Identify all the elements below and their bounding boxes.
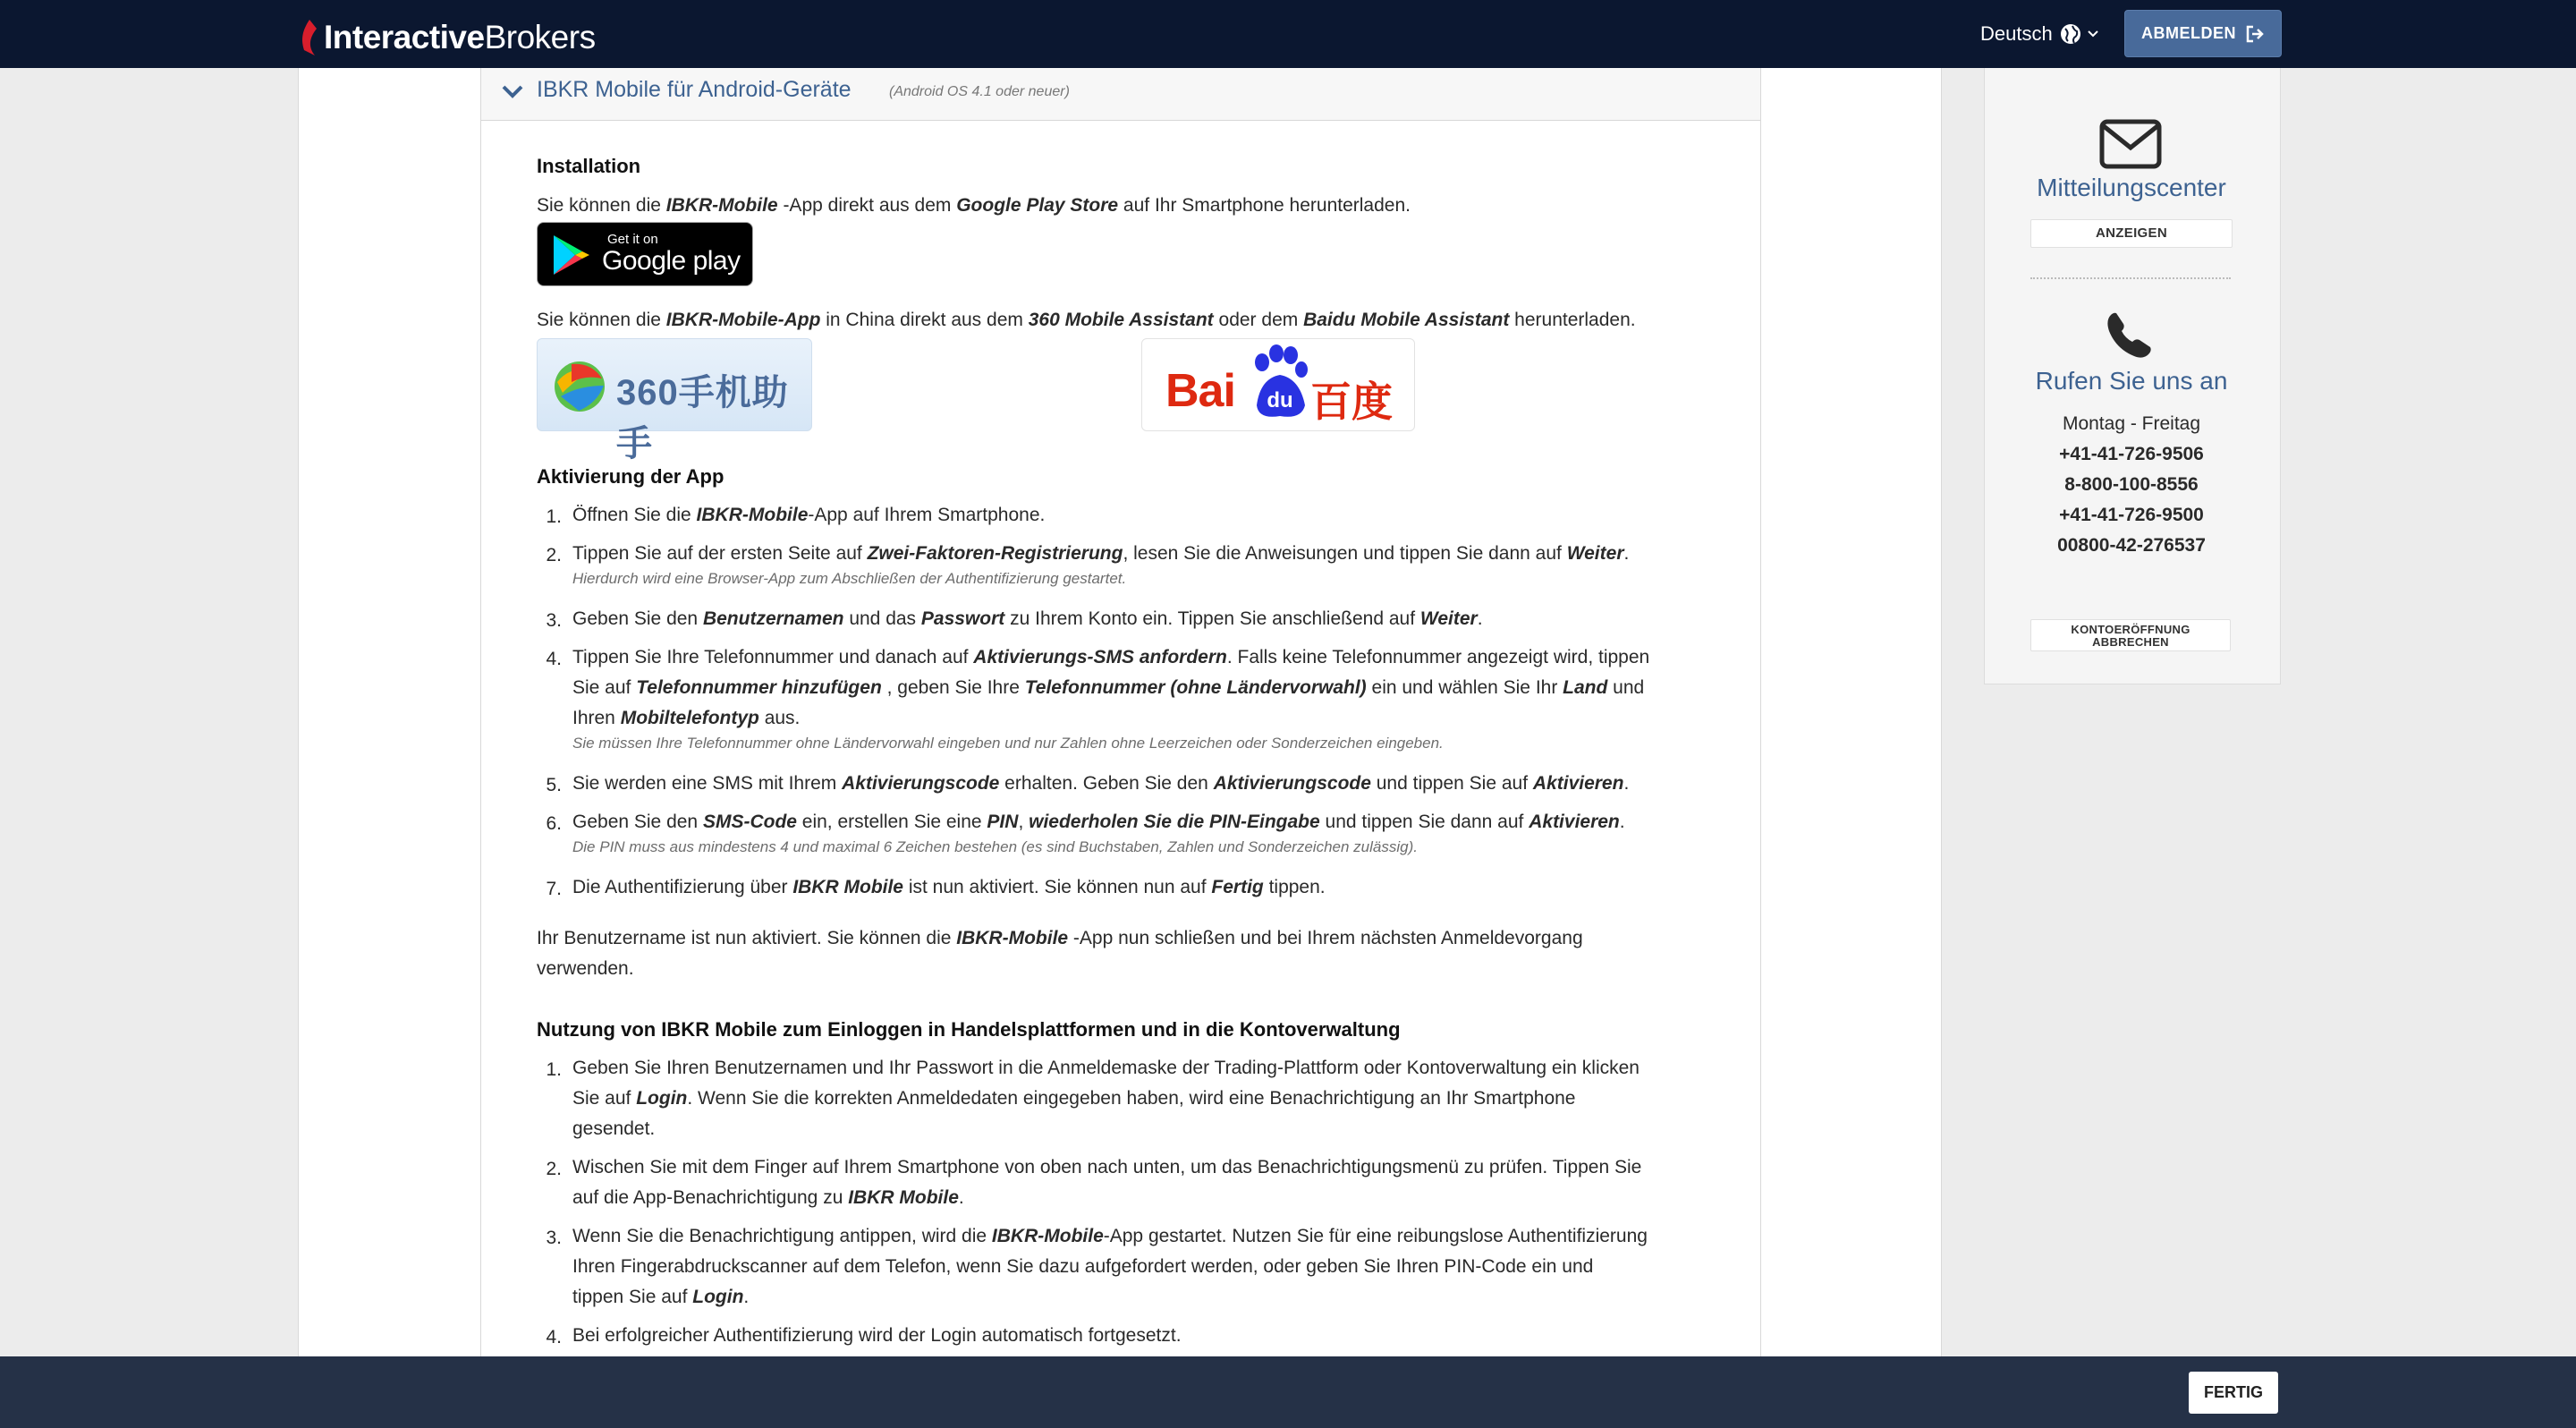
list-number: 1.: [546, 1059, 562, 1080]
list-number: 6.: [546, 813, 562, 834]
list-number: 3.: [546, 1228, 562, 1248]
list-item-line: [572, 539, 1629, 569]
language-selector[interactable]: [1980, 20, 2099, 48]
text-segment: , geben Sie Ihre: [881, 677, 1025, 698]
list-item-line: [572, 1183, 964, 1213]
text-segment: auf Ihr Smartphone herunterladen.: [1118, 195, 1411, 216]
list-item-line: [572, 872, 1326, 903]
list-item-note: Die PIN muss aus mindestens 4 und maximal 6 Zeichen bestehen (es sind Buchstaben, Zahlen und Sonderzeichen zulässig).: [572, 838, 1418, 855]
list-number: 2.: [546, 1159, 562, 1179]
emphasized-text: (ohne Ländervorwahl): [1170, 677, 1367, 698]
text-segment: ein, erstellen Sie eine: [796, 812, 987, 832]
phone-icon: [2104, 310, 2154, 360]
baidu-mobile-assistant-badge[interactable]: [1141, 338, 1415, 431]
list-number: 7.: [546, 879, 562, 899]
text-segment: Ihr Benutzername ist nun aktiviert. Sie können die: [537, 928, 957, 948]
text-segment: , lesen Sie die Anweisungen und tippen Sie dann auf: [1123, 543, 1567, 564]
sidebar-divider: [2030, 277, 2231, 279]
list-item-note: Sie müssen Ihre Telefonnummer ohne Ländervorwahl eingeben und nur Zahlen ohne Leerzeichen oder Sonderzeichen eingeben.: [572, 735, 1444, 752]
cancel-button-line1: KONTOERÖFFNUNG: [2071, 623, 2190, 636]
text-segment: aus.: [758, 708, 801, 728]
text-segment: Geben Sie Ihren Benutzernamen und Ihr Passwort in die Anmeldemaske der Trading-Plattform oder Kontoverwaltung ein klicken: [572, 1058, 1640, 1078]
list-item-line: [572, 1321, 1182, 1351]
emphasized-text: IBKR-Mobile: [991, 1226, 1104, 1246]
installation-text-google: [537, 191, 1411, 221]
google-play-badge[interactable]: [537, 222, 753, 286]
text-segment: Tippen Sie Ihre Telefonnummer und danach auf: [572, 647, 974, 667]
phone-number[interactable]: +41-41-726-9506: [2059, 444, 2204, 464]
list-item-line: [572, 1252, 1593, 1282]
text-segment: .: [1623, 773, 1630, 794]
text-segment: und tippen Sie auf: [1370, 773, 1533, 794]
baidu-paw-icon: [1248, 343, 1312, 423]
list-item-line: [572, 703, 800, 734]
emphasized-text: Fertig: [1211, 877, 1264, 897]
emphasized-text: Login: [692, 1287, 744, 1307]
list-number: 5.: [546, 775, 562, 795]
emphasized-text: IBKR Mobile: [848, 1187, 959, 1208]
phone-number[interactable]: 00800-42-276537: [2057, 535, 2206, 556]
emphasized-text: IBKR-Mobile: [665, 195, 778, 216]
emphasized-text: Benutzernamen: [702, 608, 844, 629]
text-segment: oder dem: [1213, 310, 1304, 330]
text-segment: -App gestartet. Nutzen Sie für eine reibungslose Authentifizierung: [1103, 1226, 1648, 1246]
text-segment: -App nun schließen und bei Ihrem nächsten Anmeldevorgang: [1068, 928, 1583, 948]
emphasized-text: Zwei-Faktoren-Registrierung: [867, 543, 1123, 564]
text-segment: in China direkt aus dem: [820, 310, 1029, 330]
emphasized-text: Login: [636, 1088, 688, 1109]
google-play-icon: [550, 234, 593, 276]
emphasized-text: IBKR Mobile: [792, 877, 903, 897]
text-segment: verwenden.: [537, 958, 634, 979]
emphasized-text: PIN: [987, 812, 1019, 832]
emphasized-text: Weiter: [1419, 608, 1478, 629]
emphasized-text: IBKR-Mobile: [956, 928, 1069, 948]
emphasized-text: wiederholen Sie die PIN-Eingabe: [1029, 812, 1320, 832]
text-segment: gesendet.: [572, 1118, 656, 1139]
installation-text-china: [537, 305, 1636, 336]
message-center-title: Mitteilungscenter: [2037, 174, 2226, 201]
globe-icon: [2060, 23, 2081, 45]
list-item-line: [572, 1221, 1648, 1252]
emphasized-text: Google Play Store: [956, 195, 1119, 216]
list-number: 4.: [546, 1327, 562, 1347]
baidu-du-text: du: [1267, 388, 1293, 412]
text-segment: tippen Sie auf: [572, 1287, 693, 1307]
list-item-line: [572, 1152, 1641, 1183]
activation-after-line: [537, 923, 1583, 954]
emphasized-text: Aktivierungscode: [842, 773, 1000, 794]
text-segment: .: [1619, 812, 1625, 832]
list-item-line: [572, 1282, 749, 1313]
done-button[interactable]: FERTIG: [2189, 1372, 2278, 1414]
text-segment: Ihren Fingerabdruckscanner auf dem Telefon, wenn Sie dazu aufgefordert werden, oder geben Sie Ihren PIN-Code ein und: [572, 1256, 1594, 1277]
text-segment: .: [958, 1187, 964, 1208]
text-segment: zu Ihrem Konto ein. Tippen Sie anschließend auf: [1004, 608, 1420, 629]
360-mobile-assistant-badge[interactable]: [537, 338, 812, 463]
list-item-line: [572, 807, 1625, 837]
emphasized-text: IBKR-Mobile: [696, 505, 809, 525]
list-item-line: [572, 1053, 1640, 1084]
text-segment: . Wenn Sie die korrekten Anmeldedaten eingegeben haben, wird eine Benachrichtigung an Ihr Smartphone: [687, 1088, 1576, 1109]
text-segment: Ihren: [572, 708, 621, 728]
text-segment: . Falls keine Telefonnummer angezeigt wird, tippen: [1226, 647, 1650, 667]
logo-flame-icon: [299, 18, 318, 57]
text-segment: .: [1477, 608, 1483, 629]
chevron-down-icon: [2087, 30, 2099, 38]
emphasized-text: Aktivieren: [1529, 812, 1620, 832]
text-segment: tippen.: [1263, 877, 1326, 897]
list-item-line: [572, 604, 1483, 634]
text-segment: Wenn Sie die Benachrichtigung antippen, wird die: [572, 1226, 992, 1246]
google-play-big-text: Google play: [602, 246, 741, 276]
list-item-line: [572, 642, 1649, 673]
text-segment: .: [743, 1287, 750, 1307]
text-segment: .: [1623, 543, 1630, 564]
list-number: 1.: [546, 506, 562, 527]
list-number: 3.: [546, 610, 562, 631]
emphasized-text: Land: [1563, 677, 1608, 698]
cancel-button-line2: ABBRECHEN: [2092, 635, 2169, 649]
text-segment: Sie werden eine SMS mit Ihrem: [572, 773, 843, 794]
emphasized-text: Telefonnummer: [1024, 677, 1165, 698]
text-segment: auf die App-Benachrichtigung zu: [572, 1187, 849, 1208]
text-segment: -App auf Ihrem Smartphone.: [808, 505, 1046, 525]
list-item-note: Hierdurch wird eine Browser-App zum Abschließen der Authentifizierung gestartet.: [572, 570, 1127, 587]
call-us-title: Rufen Sie uns an: [2035, 367, 2228, 395]
list-item-line: [572, 500, 1045, 531]
activation-heading: Aktivierung der App: [537, 465, 724, 488]
emphasized-text: SMS-Code: [702, 812, 797, 832]
list-number: 2.: [546, 545, 562, 565]
brand-name: InteractiveBrokers: [324, 19, 596, 55]
text-segment: und: [1607, 677, 1645, 698]
text-segment: Geben Sie den: [572, 608, 703, 629]
show-messages-button[interactable]: ANZEIGEN: [2030, 219, 2233, 248]
text-segment: ist nun aktiviert. Sie können nun auf: [903, 877, 1212, 897]
activation-after-line: [537, 954, 634, 984]
text-segment: Tippen Sie auf der ersten Seite auf: [572, 543, 868, 564]
emphasized-text: 360 Mobile Assistant: [1028, 310, 1214, 330]
emphasized-text: Mobiltelefontyp: [620, 708, 759, 728]
text-segment: und tippen Sie dann auf: [1319, 812, 1530, 832]
installation-heading: Installation: [537, 155, 641, 177]
google-play-small-text: Get it on: [607, 232, 658, 247]
text-segment: Wischen Sie mit dem Finger auf Ihrem Smartphone von oben nach unten, um das Benachrichtigungsmenü zu prüfen. Tippen Sie: [572, 1157, 1642, 1177]
logout-label: ABMELDEN: [2141, 24, 2236, 42]
list-item-line: [572, 769, 1629, 799]
phone-number[interactable]: +41-41-726-9500: [2059, 505, 2204, 525]
chevron-down-icon[interactable]: [501, 82, 524, 102]
emphasized-text: Telefonnummer hinzufügen: [636, 677, 882, 698]
text-segment: Sie auf: [572, 1088, 637, 1109]
emphasized-text: Weiter: [1566, 543, 1624, 564]
language-label: Deutsch: [1980, 22, 2053, 45]
list-item-line: [572, 1084, 1576, 1114]
360-badge-text: 360手机助手: [616, 373, 789, 463]
text-segment: ,: [1018, 812, 1030, 832]
text-segment: Sie können die: [537, 195, 666, 216]
phone-number[interactable]: 8-800-100-8556: [2064, 474, 2199, 495]
list-item-line: [572, 1114, 655, 1144]
360-logo-icon: [552, 359, 607, 414]
logout-button[interactable]: [2124, 10, 2282, 57]
text-segment: erhalten. Geben Sie den: [999, 773, 1214, 794]
logout-icon: [2245, 25, 2265, 43]
accordion-title[interactable]: IBKR Mobile für Android-Geräte: [537, 77, 852, 102]
emphasized-text: Baidu Mobile Assistant: [1303, 310, 1510, 330]
baidu-latin-text: Bai: [1165, 365, 1235, 417]
business-hours: Montag - Freitag: [2062, 413, 2201, 434]
text-segment: herunterladen.: [1509, 310, 1636, 330]
text-segment: Die Authentifizierung über: [572, 877, 793, 897]
text-segment: Bei erfolgreicher Authentifizierung wird der Login automatisch fortgesetzt.: [572, 1325, 1182, 1346]
usage-heading: Nutzung von IBKR Mobile zum Einloggen in Handelsplattformen und in die Kontoverwaltung: [537, 1018, 1401, 1041]
text-segment: Öffnen Sie die: [572, 505, 697, 525]
list-number: 4.: [546, 649, 562, 669]
cancel-account-opening-button[interactable]: [2030, 619, 2231, 651]
emphasized-text: Aktivierungscode: [1213, 773, 1371, 794]
text-segment: -App direkt aus dem: [777, 195, 957, 216]
text-segment: Geben Sie den: [572, 812, 703, 832]
text-segment: Sie auf: [572, 677, 637, 698]
text-segment: und das: [843, 608, 921, 629]
emphasized-text: Aktivierungs-SMS anfordern: [973, 647, 1227, 667]
envelope-icon: [2099, 119, 2162, 169]
emphasized-text: Aktivieren: [1532, 773, 1624, 794]
baidu-chinese-text: 百度: [1310, 378, 1393, 425]
accordion-subtitle: (Android OS 4.1 oder neuer): [889, 84, 1070, 99]
text-segment: ein und wählen Sie Ihr: [1366, 677, 1563, 698]
interactive-brokers-logo[interactable]: [299, 16, 596, 59]
list-item-line: [572, 673, 1644, 703]
emphasized-text: IBKR-Mobile-App: [665, 310, 821, 330]
text-segment: Sie können die: [537, 310, 666, 330]
emphasized-text: Passwort: [920, 608, 1005, 629]
